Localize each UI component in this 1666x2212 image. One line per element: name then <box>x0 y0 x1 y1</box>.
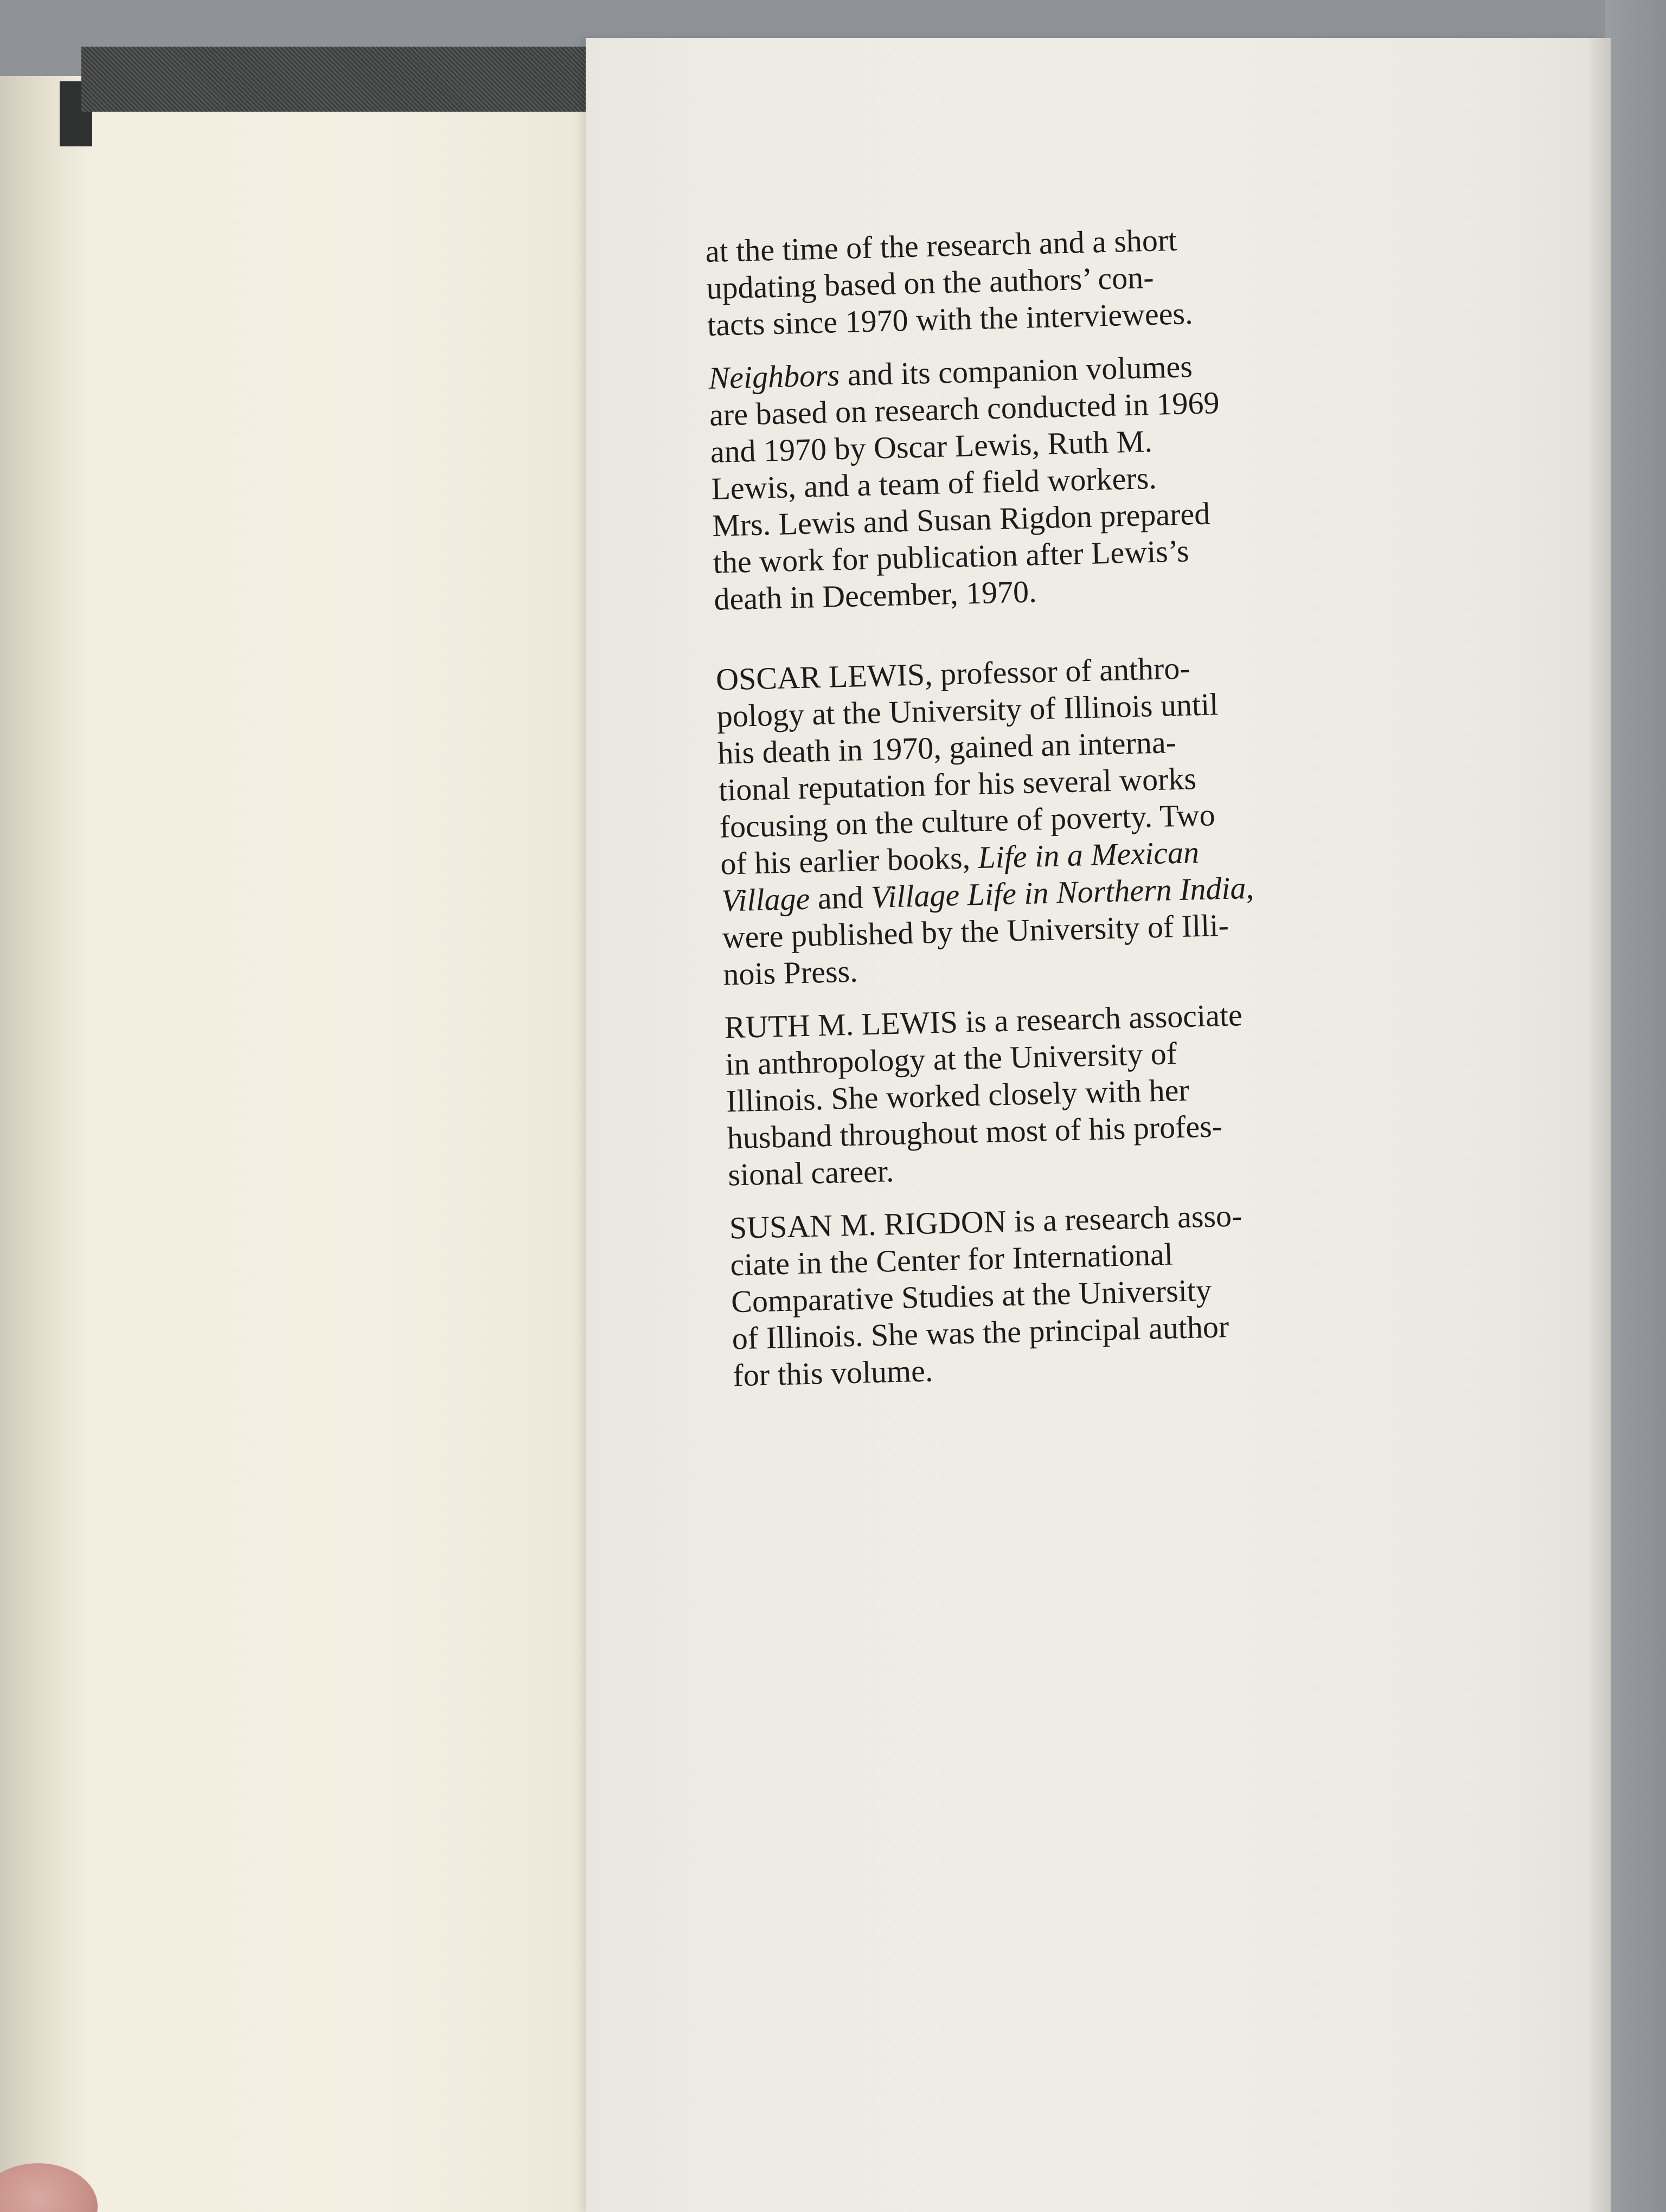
paragraph-susan-rigdon <box>729 1194 1384 1394</box>
book-title-village: Village <box>721 880 811 918</box>
text-line: are based on research conducted in 1969 <box>709 384 1220 433</box>
text-line: RUTH M. LEWIS is a research associate <box>724 997 1243 1045</box>
text-line: tacts since 1970 with the interviewees. <box>707 295 1194 343</box>
text-line: updating based on the authors’ con- <box>706 259 1155 306</box>
text-line: and 1970 by Oscar Lewis, Ruth M. <box>710 423 1153 470</box>
left-gutter-shadow <box>0 76 87 2212</box>
text-line: husband throughout most of his profes- <box>726 1108 1223 1156</box>
text-line: for this volume. <box>732 1353 934 1393</box>
book-title-mexican-village: Life in a Mexican <box>977 834 1200 876</box>
text-fragment: of his earlier books, <box>720 840 979 882</box>
text-line: SUSAN M. RIGDON is a research asso- <box>729 1198 1242 1246</box>
text-line: nois Press. <box>722 953 858 992</box>
text-line: were published by the University of Illi- <box>721 907 1229 955</box>
text-line: of Illinois. She was the principal author <box>732 1309 1229 1356</box>
paragraph-ruth-lewis <box>724 993 1379 1193</box>
text-line: his death in 1970, gained an interna- <box>717 724 1177 771</box>
text-line: the work for publication after Lewis’s <box>713 533 1190 580</box>
table-background <box>1605 0 1666 2212</box>
book-title-village-life-india: Village Life in Northern India <box>870 870 1247 915</box>
book-title-neighbors: Neighbors <box>708 357 840 396</box>
text-line: ciate in the Center for International <box>729 1236 1174 1283</box>
text-line: sional career. <box>727 1153 895 1193</box>
text-fragment: , <box>1245 870 1254 905</box>
text-line: focusing on the culture of poverty. Two <box>719 797 1216 845</box>
text-line: pology at the University of Illinois until <box>716 686 1219 734</box>
paragraph-neighbors <box>708 344 1365 618</box>
text-fragment: and its companion volumes <box>839 349 1193 393</box>
book-headband <box>81 47 591 112</box>
text-line: OSCAR LEWIS, professor of anthro- <box>715 650 1191 697</box>
text-line: Illinois. She worked closely with her <box>726 1072 1190 1119</box>
text-fragment: and <box>809 879 872 916</box>
text-line: at the time of the research and a short <box>705 222 1177 269</box>
text-line: death in December, 1970. <box>713 574 1037 617</box>
paragraph-research-updating <box>705 217 1359 344</box>
text-line: in anthropology at the University of <box>725 1036 1177 1082</box>
text-line: Mrs. Lewis and Susan Rigdon prepared <box>712 496 1210 543</box>
text-line: Comparative Studies at the University <box>731 1272 1212 1320</box>
left-endpaper <box>0 76 629 2212</box>
flap-text-block <box>705 217 1385 1411</box>
text-line: tional reputation for his several works <box>718 761 1197 808</box>
paragraph-oscar-lewis <box>715 645 1374 993</box>
text-line: Lewis, and a team of field workers. <box>710 460 1157 506</box>
jacket-flap-edge <box>1589 38 1611 2212</box>
